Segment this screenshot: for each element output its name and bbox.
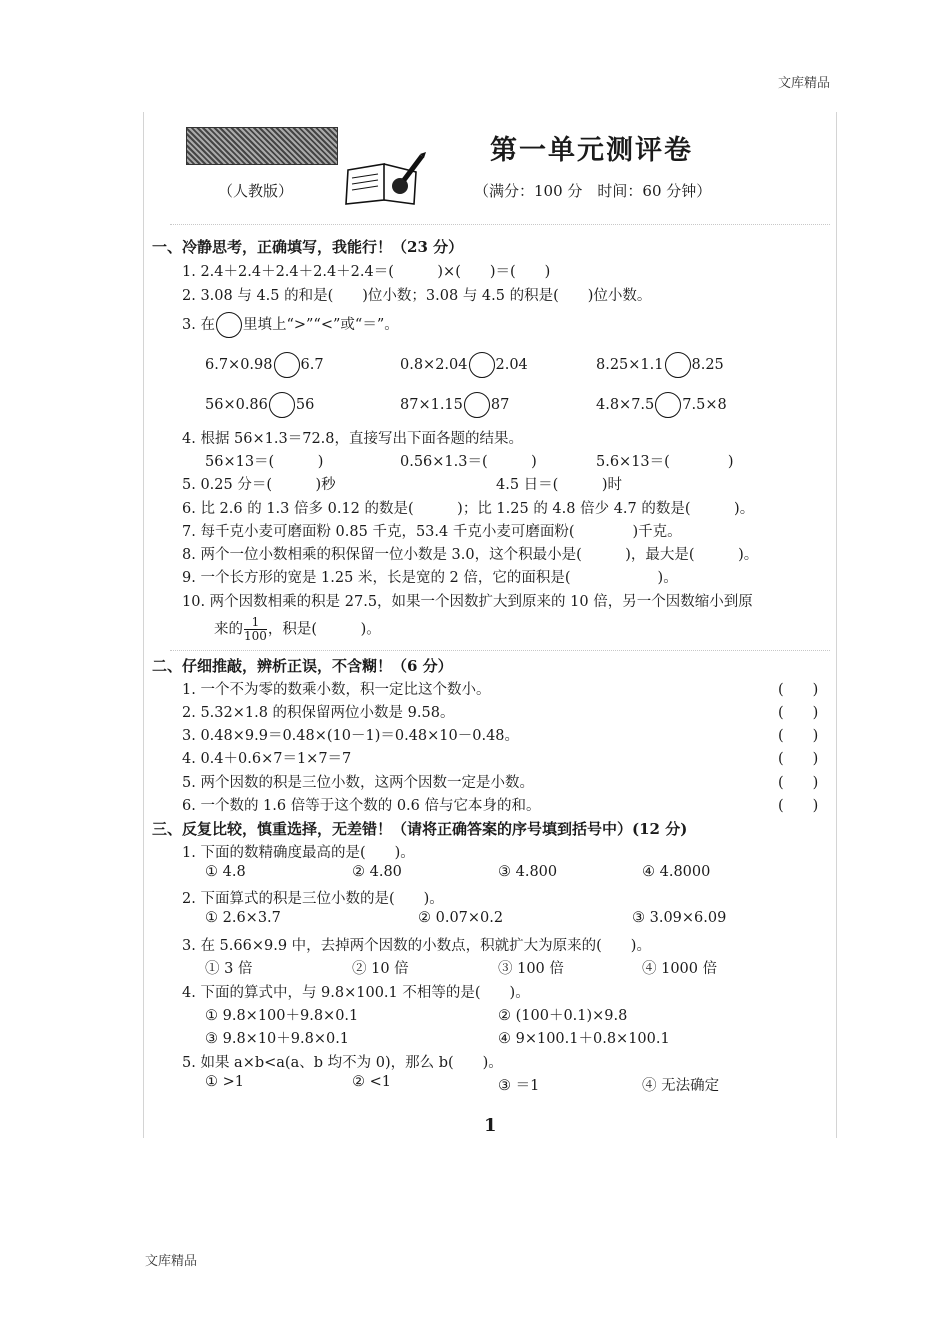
answer-bracket[interactable]: ( ) xyxy=(778,682,819,698)
compare-circle[interactable] xyxy=(469,352,495,378)
banner-logo xyxy=(186,127,338,165)
s1-q6: 6. 比 2.6 的 1.3 倍多 0.12 的数是( )；比 1.25 的 4.8 倍少 4.7 的数是( )。 xyxy=(182,501,755,517)
s1-q1: 1. 2.4＋2.4＋2.4＋2.4＋2.4＝( )×( )＝( ) xyxy=(182,264,551,280)
fraction-numerator: 1 xyxy=(244,616,267,630)
compare-left: 87×1.15 xyxy=(400,397,463,413)
s3-q5-option[interactable]: ④ 无法确定 xyxy=(642,1078,720,1094)
s3-q2: 2. 下面算式的积是三位小数的是( )。 xyxy=(182,891,444,907)
compare-right: 6.7 xyxy=(300,357,324,373)
s3-q4-option[interactable]: ③ 9.8×10＋9.8×0.1 xyxy=(205,1031,350,1047)
s3-q4: 4. 下面的算式中，与 9.8×100.1 不相等的是( )。 xyxy=(182,985,530,1001)
compare-circle[interactable] xyxy=(665,352,691,378)
compare-right: 7.5×8 xyxy=(682,397,727,413)
fraction xyxy=(244,616,267,643)
answer-bracket[interactable]: ( ) xyxy=(778,728,819,744)
s3-q5-option[interactable]: ① >1 xyxy=(205,1074,244,1090)
page-title: 第一单元测评卷 xyxy=(490,135,693,166)
watermark-bottom: 文库精品 xyxy=(145,1254,198,1269)
s1-q4-b: 0.56×1.3＝( ) xyxy=(400,454,537,470)
s2-item: 5. 两个因数的积是三位小数，这两个因数一定是小数。 xyxy=(182,775,534,791)
s2-item: 2. 5.32×1.8 的积保留两位小数是 9.58。 xyxy=(182,705,455,721)
book-pencil-icon xyxy=(340,150,430,208)
compare-item xyxy=(400,352,528,378)
s1-q3-suffix: 里填上“>”“<”或“＝”。 xyxy=(242,317,399,333)
answer-bracket[interactable]: ( ) xyxy=(778,751,819,767)
s1-q7: 7. 每千克小麦可磨面粉 0.85 千克，53.4 千克小麦可磨面粉( )千克。 xyxy=(182,524,682,540)
s3-q3-option[interactable]: ② 10 倍 xyxy=(352,961,409,977)
answer-bracket[interactable]: ( ) xyxy=(778,775,819,791)
s1-q5-b: 4.5 日＝( )时 xyxy=(496,477,622,493)
s1-q2: 2. 3.08 与 4.5 的和是( )位小数；3.08 与 4.5 的积是( )位小数。 xyxy=(182,288,652,304)
s3-q4-option[interactable]: ② (100＋0.1)×9.8 xyxy=(498,1008,628,1024)
compare-right: 87 xyxy=(490,397,510,413)
compare-circle[interactable] xyxy=(216,312,242,338)
s3-q4-option[interactable]: ① 9.8×100＋9.8×0.1 xyxy=(205,1008,359,1024)
compare-right: 56 xyxy=(295,397,315,413)
compare-left: 8.25×1.1 xyxy=(596,357,664,373)
edition-label: （人教版） xyxy=(218,182,294,200)
s2-item: 4. 0.4＋0.6×7＝1×7＝7 xyxy=(182,751,352,767)
section3-heading: 三、反复比较，慎重选择，无差错！（请将正确答案的序号填到括号中）(12 分) xyxy=(152,820,688,838)
fraction-denominator: 100 xyxy=(244,629,267,643)
watermark-top: 文库精品 xyxy=(778,76,831,91)
compare-item xyxy=(596,352,724,378)
compare-item xyxy=(205,392,314,418)
s1-q10: 10. 两个因数相乘的积是 27.5，如果一个因数扩大到原来的 10 倍，另一个因数缩小到原 xyxy=(182,594,753,610)
s3-q2-option[interactable]: ③ 3.09×6.09 xyxy=(632,910,727,926)
compare-circle[interactable] xyxy=(269,392,295,418)
compare-left: 56×0.86 xyxy=(205,397,268,413)
s3-q2-option[interactable]: ② 0.07×0.2 xyxy=(418,910,504,926)
compare-left: 6.7×0.98 xyxy=(205,357,273,373)
s3-q1-option[interactable]: ④ 4.8000 xyxy=(642,864,711,880)
s1-q4-a: 56×13＝( ) xyxy=(205,454,324,470)
compare-circle[interactable] xyxy=(274,352,300,378)
s3-q5-option[interactable]: ② <1 xyxy=(352,1074,391,1090)
section-divider xyxy=(170,650,830,651)
compare-item xyxy=(400,392,509,418)
answer-bracket[interactable]: ( ) xyxy=(778,798,819,814)
s3-q4-option[interactable]: ④ 9×100.1＋0.8×100.1 xyxy=(498,1031,670,1047)
section2-heading: 二、仔细推敲，辨析正误，不含糊！（6 分） xyxy=(152,657,453,675)
s3-q5-option[interactable]: ③ ＝1 xyxy=(498,1078,540,1094)
s2-item: 3. 0.48×9.9＝0.48×(10－1)＝0.48×10－0.48。 xyxy=(182,728,520,744)
compare-circle[interactable] xyxy=(464,392,490,418)
s2-item: 6. 一个数的 1.6 倍等于这个数的 0.6 倍与它本身的和。 xyxy=(182,798,541,814)
s1-q4: 4. 根据 56×1.3＝72.8，直接写出下面各题的结果。 xyxy=(182,431,523,447)
section1-heading: 一、冷静思考，正确填写，我能行！（23 分） xyxy=(152,238,464,256)
compare-circle[interactable] xyxy=(655,392,681,418)
compare-right: 2.04 xyxy=(495,357,528,373)
s1-q8: 8. 两个一位小数相乘的积保留一位小数是 3.0，这个积最小是( )，最大是( )。 xyxy=(182,547,759,563)
s1-q3-prefix: 3. 在 xyxy=(182,317,215,333)
answer-bracket[interactable]: ( ) xyxy=(778,705,819,721)
s1-q10-suffix: ，积是( )。 xyxy=(267,621,381,638)
compare-item xyxy=(596,392,727,418)
s2-item: 1. 一个不为零的数乘小数，积一定比这个数小。 xyxy=(182,682,491,698)
s3-q3-option[interactable]: ① 3 倍 xyxy=(205,961,253,977)
s1-q9: 9. 一个长方形的宽是 1.25 米，长是宽的 2 倍，它的面积是( )。 xyxy=(182,570,678,586)
s3-q1-option[interactable]: ③ 4.800 xyxy=(498,864,558,880)
s1-q3 xyxy=(182,312,399,338)
compare-right: 8.25 xyxy=(691,357,724,373)
s1-q4-c: 5.6×13＝( ) xyxy=(596,454,734,470)
s3-q1-option[interactable]: ② 4.80 xyxy=(352,864,402,880)
s3-q3-option[interactable]: ③ 100 倍 xyxy=(498,961,564,977)
s1-q10-prefix: 来的 xyxy=(214,621,243,638)
s3-q5: 5. 如果 a×b<a(a、b 均不为 0)，那么 b( )。 xyxy=(182,1055,503,1071)
s1-q5-a: 5. 0.25 分＝( )秒 xyxy=(182,477,336,493)
compare-item xyxy=(205,352,324,378)
s3-q3: 3. 在 5.66×9.9 中，去掉两个因数的小数点，积就扩大为原来的( )。 xyxy=(182,938,651,954)
s3-q1-option[interactable]: ① 4.8 xyxy=(205,864,246,880)
header-divider xyxy=(170,224,830,225)
compare-left: 4.8×7.5 xyxy=(596,397,655,413)
s3-q2-option[interactable]: ① 2.6×3.7 xyxy=(205,910,281,926)
page-number: 1 xyxy=(484,1115,497,1136)
s1-q10-line2 xyxy=(214,616,381,643)
score-time-label: （满分：100 分 时间：60 分钟） xyxy=(474,182,712,200)
compare-left: 0.8×2.04 xyxy=(400,357,468,373)
s3-q1: 1. 下面的数精确度最高的是( )。 xyxy=(182,845,415,861)
s3-q3-option[interactable]: ④ 1000 倍 xyxy=(642,961,718,977)
